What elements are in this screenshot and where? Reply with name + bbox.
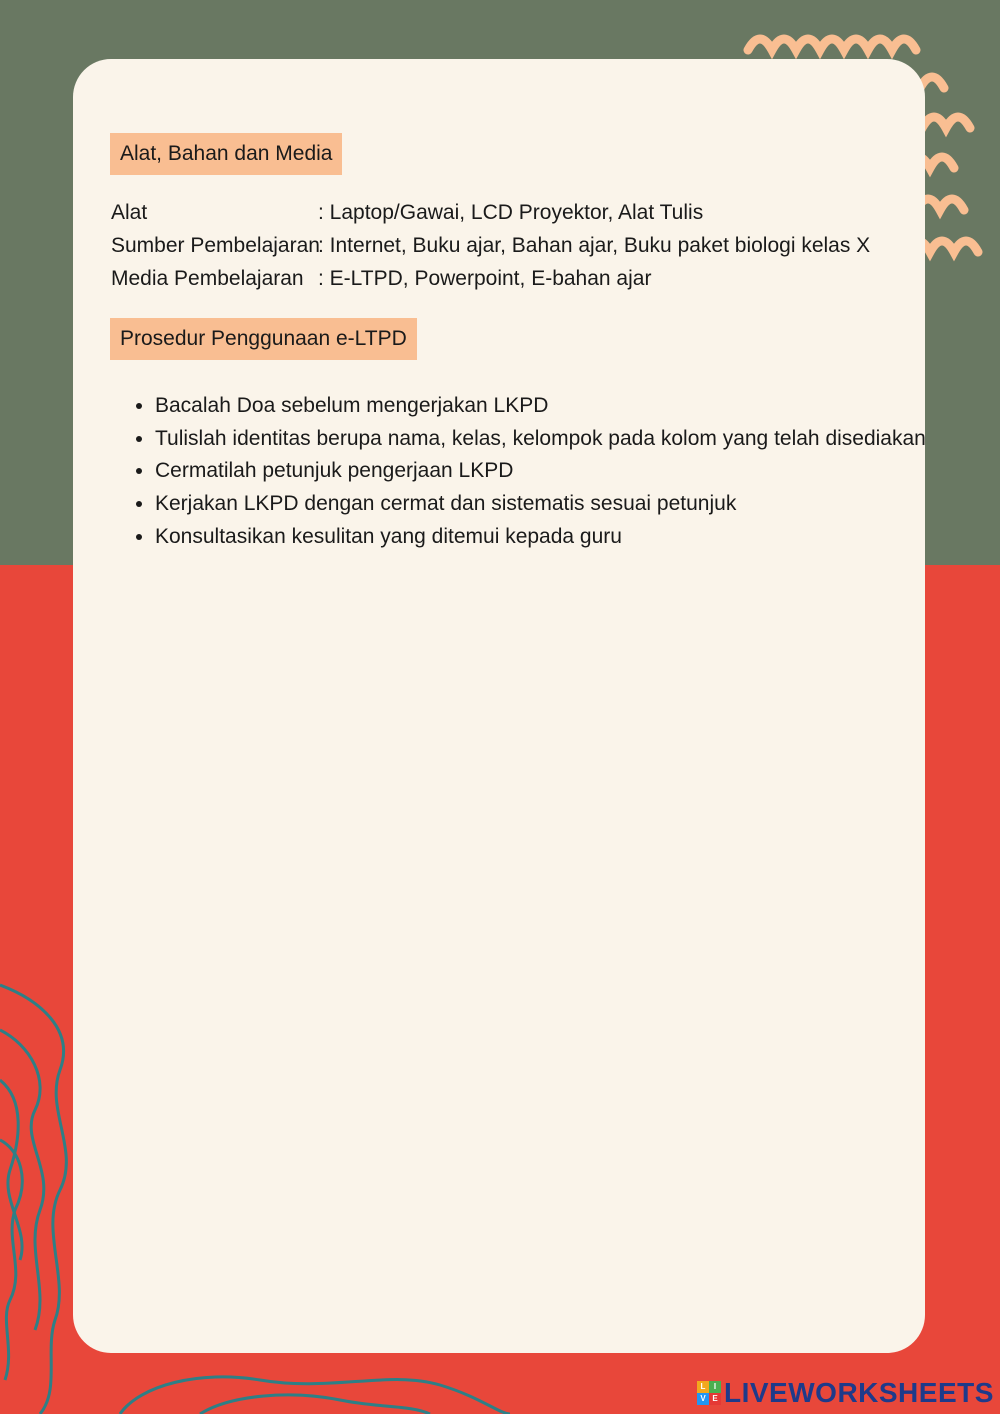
logo-letter: V [697,1393,709,1405]
procedure-item: • Bacalah Doa sebelum mengerjakan LKPD [155,390,926,423]
procedure-list [110,390,926,554]
material-row-media [111,267,651,291]
brand-logo-icon [697,1381,721,1405]
brand-name: LIVEWORKSHEETS [724,1377,994,1408]
material-key: Sumber Pembelajaran [111,234,320,257]
logo-letter: E [709,1393,721,1405]
section-title-alat: Alat, Bahan dan Media [110,133,342,175]
material-value: : Laptop/Gawai, LCD Proyektor, Alat Tulis [318,201,704,224]
material-key: Media Pembelajaran [111,267,304,290]
procedure-item: • Konsultasikan kesulitan yang ditemui kepada guru [155,521,926,554]
section-title-prosedur: Prosedur Penggunaan e-LTPD [110,318,417,360]
logo-letter: L [697,1381,709,1393]
logo-letter: I [709,1381,721,1393]
procedure-item: • Cermatilah petunjuk pengerjaan LKPD [155,455,926,488]
contour-line [0,1140,22,1380]
contour-line [200,1395,430,1414]
liveworksheets-logo[interactable] [697,1378,994,1408]
material-key: Alat [111,201,148,224]
material-value: : Internet, Buku ajar, Bahan ajar, Buku paket biologi kelas X [318,234,871,257]
material-row-sumber [111,234,870,258]
procedure-item: • Tulislah identitas berupa nama, kelas, kelompok pada kolom yang telah disediakan [155,423,926,456]
wave-line [748,39,916,50]
material-value: : E-LTPD, Powerpoint, E-bahan ajar [318,267,652,290]
procedure-item: • Kerjakan LKPD dengan cermat dan sistematis sesuai petunjuk [155,488,926,521]
material-row-alat [111,201,703,225]
